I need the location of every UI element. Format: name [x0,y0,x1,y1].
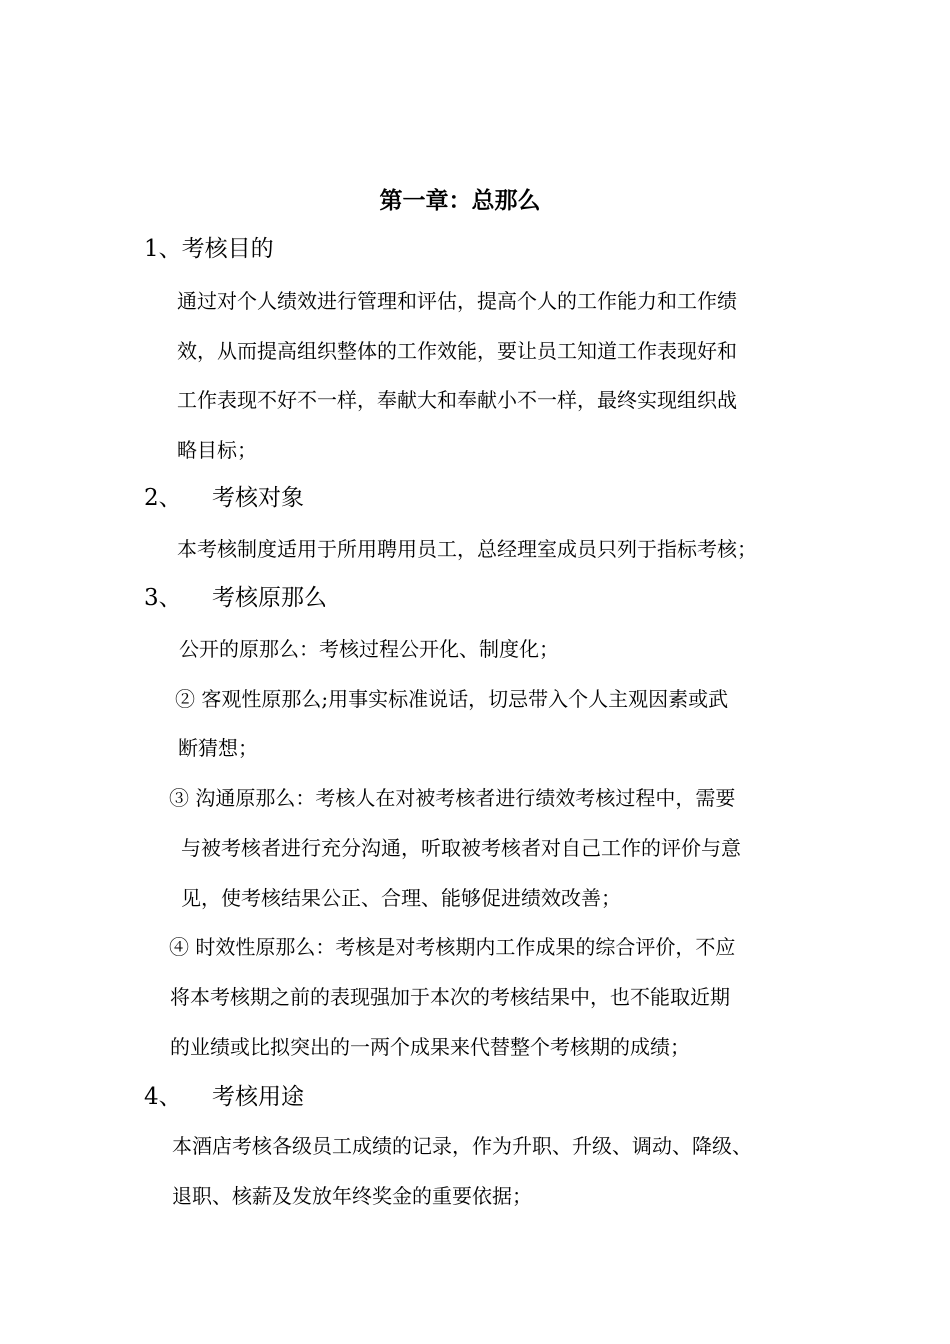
section-heading-3 [144,581,327,615]
section-heading-4 [144,1080,304,1114]
section-number: 3、 [144,585,182,611]
paragraph-line: 工作表现不好不一样，奉献大和奉献小不一样，最终实现组织战 [177,388,737,412]
paragraph-line: 通过对个人绩效进行管理和评估，提高个人的工作能力和工作绩 [177,289,737,313]
section-heading-text: 考核原那么 [212,585,327,611]
paragraph-line: 本考核制度适用于所用聘用员工，总经理室成员只列于指标考核； [177,537,757,561]
paragraph-line: 见，使考核结果公正、合理、能够促进绩效改善； [181,886,621,910]
paragraph-line: 将本考核期之前的表现强加于本次的考核结果中，也不能取近期 [170,985,730,1009]
section-number: 1、 [144,236,182,262]
section-heading-text: 考核目的 [181,236,274,262]
section-number: 4、 [144,1084,182,1110]
paragraph-line: 断猜想； [178,736,258,760]
section-heading-2 [144,481,304,515]
paragraph-line: ② 客观性原那么;用事实标准说话，切忌带入个人主观因素或武 [175,687,729,711]
section-heading-text: 考核用途 [212,1084,304,1110]
section-heading-text: 考核对象 [212,485,304,511]
paragraph-line: 略目标； [177,438,257,462]
paragraph-line: ③ 沟通原那么：考核人在对被考核者进行绩效考核过程中，需要 [169,786,736,810]
paragraph-line: 的业绩或比拟突出的一两个成果来代替整个考核期的成绩； [170,1035,690,1059]
paragraph-line: 公开的原那么：考核过程公开化、制度化； [179,637,559,661]
paragraph-line: 本酒店考核各级员工成绩的记录，作为升职、升级、调动、降级、 [172,1134,752,1158]
paragraph-line: 效，从而提高组织整体的工作效能，要让员工知道工作表现好和 [177,339,737,363]
section-number: 2、 [144,485,182,511]
section-heading-1 [144,232,274,266]
paragraph-line: 退职、核薪及发放年终奖金的重要依据； [172,1184,532,1208]
paragraph-line: 与被考核者进行充分沟通，听取被考核者对自己工作的评价与意 [181,836,741,860]
chapter-title: 第一章：总那么 [379,187,541,214]
paragraph-line: ④ 时效性原那么：考核是对考核期内工作成果的综合评价，不应 [169,935,736,959]
